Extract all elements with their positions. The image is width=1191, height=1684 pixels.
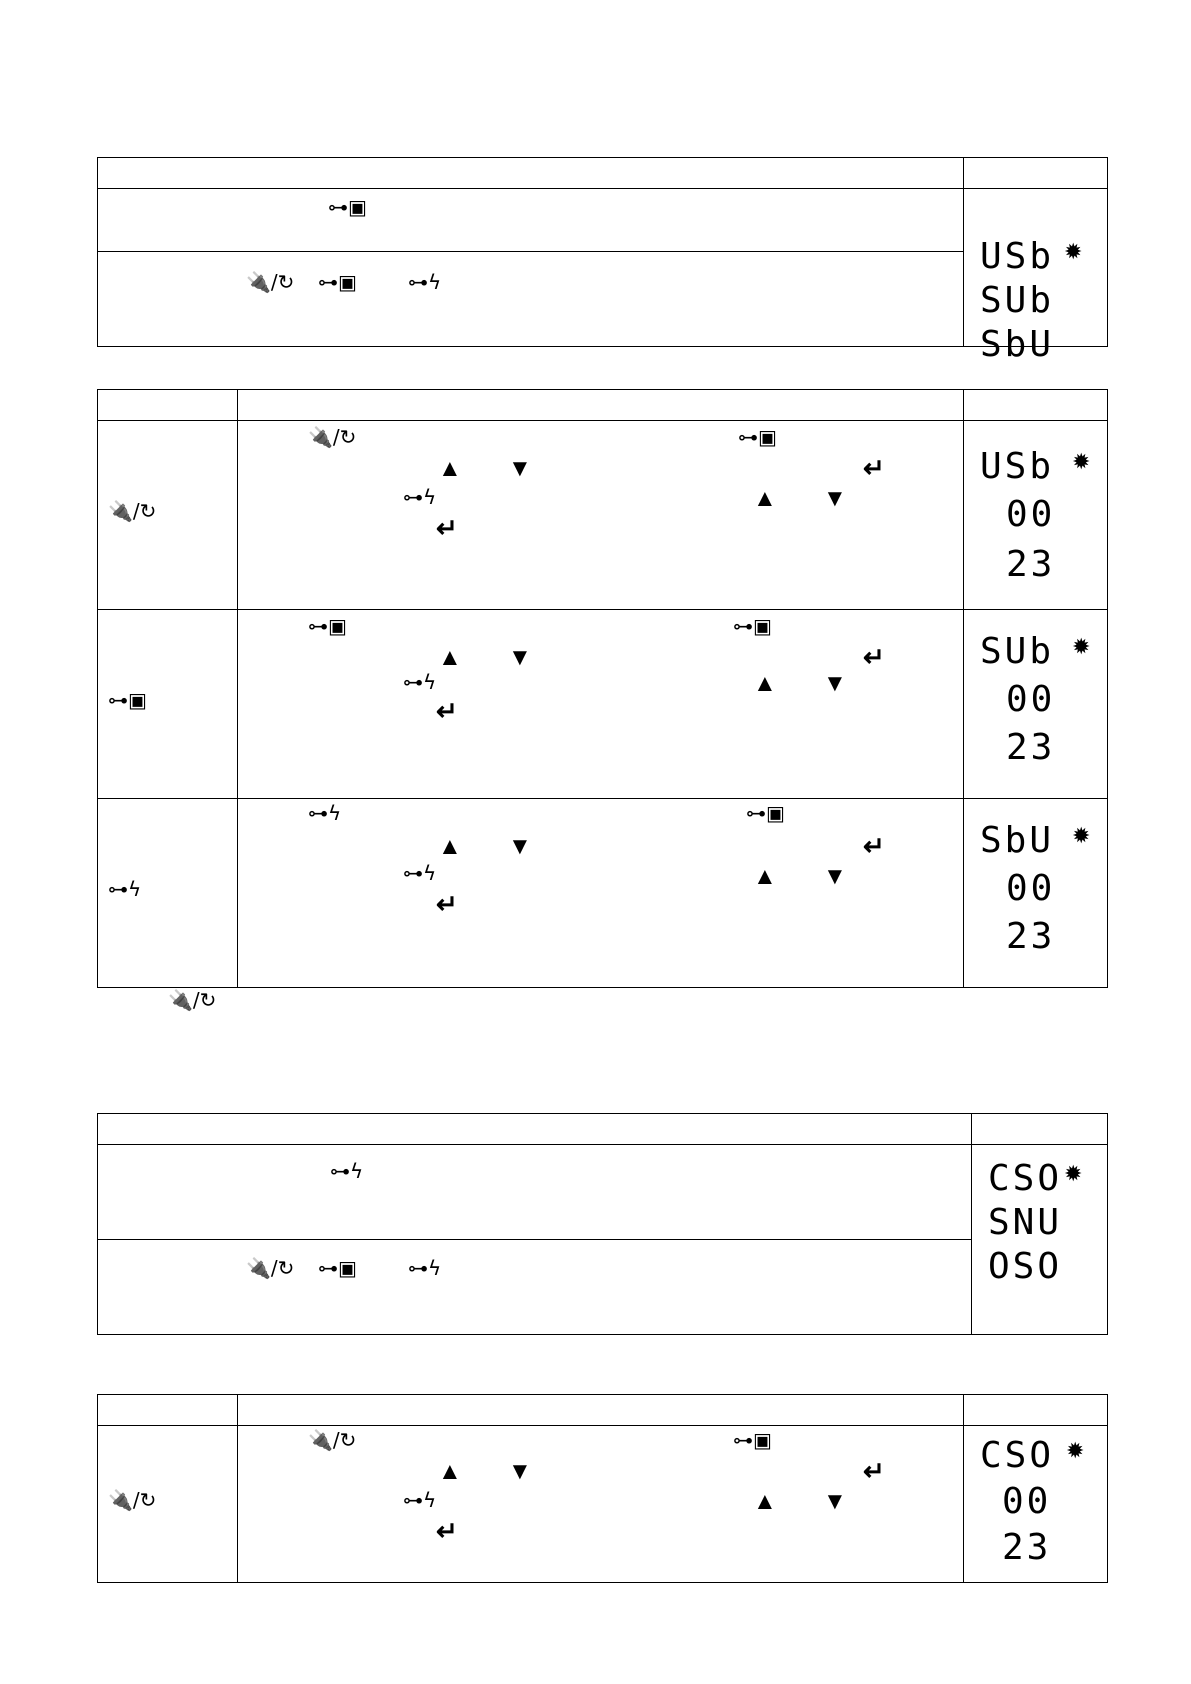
lcd-end-hour: 23 [1006,916,1056,957]
lcd-display-cell [964,189,1108,365]
gear-icon: ✹ [1064,1161,1083,1186]
enter-icon: ↵ [863,642,885,672]
solar-battery-utility-icon: ⊶ϟ [403,1488,437,1512]
lcd-mode-text: CSO [980,1435,1055,1476]
solar-battery-utility-icon: ⊶ϟ [108,877,142,901]
enter-icon: ↵ [863,1456,885,1486]
lcd-mode-text: SUb [980,631,1055,672]
mode-cell [98,610,238,799]
usb-power-icon: 🔌/↻ [108,1488,157,1512]
down-arrow-icon: ▼ [823,670,847,697]
lcd-cso-text: CSO [988,1158,1063,1199]
gear-icon: ✹ [1072,449,1091,474]
priority-table-3 [97,1113,1108,1335]
up-arrow-icon: ▲ [753,863,777,890]
enter-icon: ↵ [436,696,458,726]
up-arrow-icon: ▲ [753,485,777,512]
up-arrow-icon: ▲ [438,1458,462,1485]
solar-battery-utility-icon: ⊶ϟ [330,1159,364,1183]
lcd-display-cell [964,610,1108,799]
header-cell [972,1114,1108,1145]
usb-power-icon: 🔌/↻ [168,988,217,1012]
description-cell [98,1240,972,1335]
solar-utility-battery-icon: ⊶▣ [733,1428,772,1452]
lcd-display-cell [964,421,1108,610]
usb-power-icon: 🔌/↻ [246,1256,295,1280]
enter-icon: ↵ [436,513,458,543]
header-cell [98,390,238,421]
header-cell [238,1395,964,1426]
priority-table-4 [97,1394,1108,1583]
description-cell [98,189,964,252]
enter-icon: ↵ [436,889,458,919]
instruction-cell [238,421,964,610]
header-cell [238,390,964,421]
up-arrow-icon: ▲ [438,455,462,482]
lcd-mode-text: SbU [980,820,1055,861]
lcd-end-hour: 23 [1006,727,1056,768]
header-cell [964,1395,1108,1426]
up-arrow-icon: ▲ [753,1488,777,1515]
mode-cell [98,1426,238,1583]
gear-icon: ✹ [1072,823,1091,848]
lcd-start-hour: 00 [1006,868,1056,909]
instruction-cell [238,799,964,988]
solar-battery-utility-icon: ⊶ϟ [403,485,437,509]
header-cell [964,158,1108,189]
gear-icon: ✹ [1066,1438,1085,1463]
solar-utility-battery-icon: ⊶▣ [733,614,772,638]
usb-power-icon: 🔌/↻ [308,425,357,449]
lcd-start-hour: 00 [1006,679,1056,720]
solar-utility-battery-icon: ⊶▣ [746,801,785,825]
enter-icon: ↵ [863,453,885,483]
solar-battery-utility-icon: ⊶ϟ [408,270,442,294]
priority-table-1 [97,157,1108,365]
mode-cell [98,421,238,610]
gear-icon: ✹ [1072,634,1091,659]
solar-utility-battery-icon: ⊶▣ [108,688,147,712]
solar-battery-utility-icon: ⊶ϟ [308,801,342,825]
description-cell [98,252,964,347]
instruction-cell [238,610,964,799]
usb-power-icon: 🔌/↻ [308,1428,357,1452]
header-cell [98,1395,238,1426]
solar-utility-battery-icon: ⊶▣ [318,1256,357,1280]
lcd-snu-text: SNU [988,1202,1063,1243]
lcd-display-cell [964,1426,1108,1583]
mode-cell [98,799,238,988]
lcd-sub-text: SUb [980,280,1055,321]
gear-icon: ✹ [1064,239,1083,264]
lcd-mode-text: USb [980,446,1055,487]
priority-table-2 [97,389,1108,988]
solar-utility-battery-icon: ⊶▣ [318,270,357,294]
enter-icon: ↵ [436,1516,458,1546]
usb-power-icon: 🔌/↻ [108,499,157,523]
description-cell [98,1145,972,1240]
lcd-oso-text: OSO [988,1246,1063,1287]
lcd-display-cell [972,1145,1108,1335]
lcd-end-hour: 23 [1006,544,1056,585]
header-cell [98,158,964,189]
solar-utility-battery-icon: ⊶▣ [328,195,367,219]
header-cell [98,1114,972,1145]
down-arrow-icon: ▼ [823,485,847,512]
header-cell [964,390,1108,421]
up-arrow-icon: ▲ [438,644,462,671]
down-arrow-icon: ▼ [823,1488,847,1515]
down-arrow-icon: ▼ [508,455,532,482]
lcd-end-hour: 23 [1002,1527,1052,1568]
down-arrow-icon: ▼ [508,644,532,671]
enter-icon: ↵ [863,831,885,861]
down-arrow-icon: ▼ [823,863,847,890]
lcd-start-hour: 00 [1002,1481,1052,1522]
lcd-display-cell [964,799,1108,988]
lcd-sbu-text: SbU [980,324,1055,365]
lcd-usb-text: USb [980,236,1055,277]
lcd-start-hour: 00 [1006,494,1056,535]
solar-utility-battery-icon: ⊶▣ [308,614,347,638]
down-arrow-icon: ▼ [508,833,532,860]
down-arrow-icon: ▼ [508,1458,532,1485]
instruction-cell [238,1426,964,1583]
up-arrow-icon: ▲ [753,670,777,697]
usb-power-icon: 🔌/↻ [246,270,295,294]
solar-battery-utility-icon: ⊶ϟ [403,861,437,885]
solar-battery-utility-icon: ⊶ϟ [403,670,437,694]
up-arrow-icon: ▲ [438,833,462,860]
solar-utility-battery-icon: ⊶▣ [738,425,777,449]
solar-battery-utility-icon: ⊶ϟ [408,1256,442,1280]
